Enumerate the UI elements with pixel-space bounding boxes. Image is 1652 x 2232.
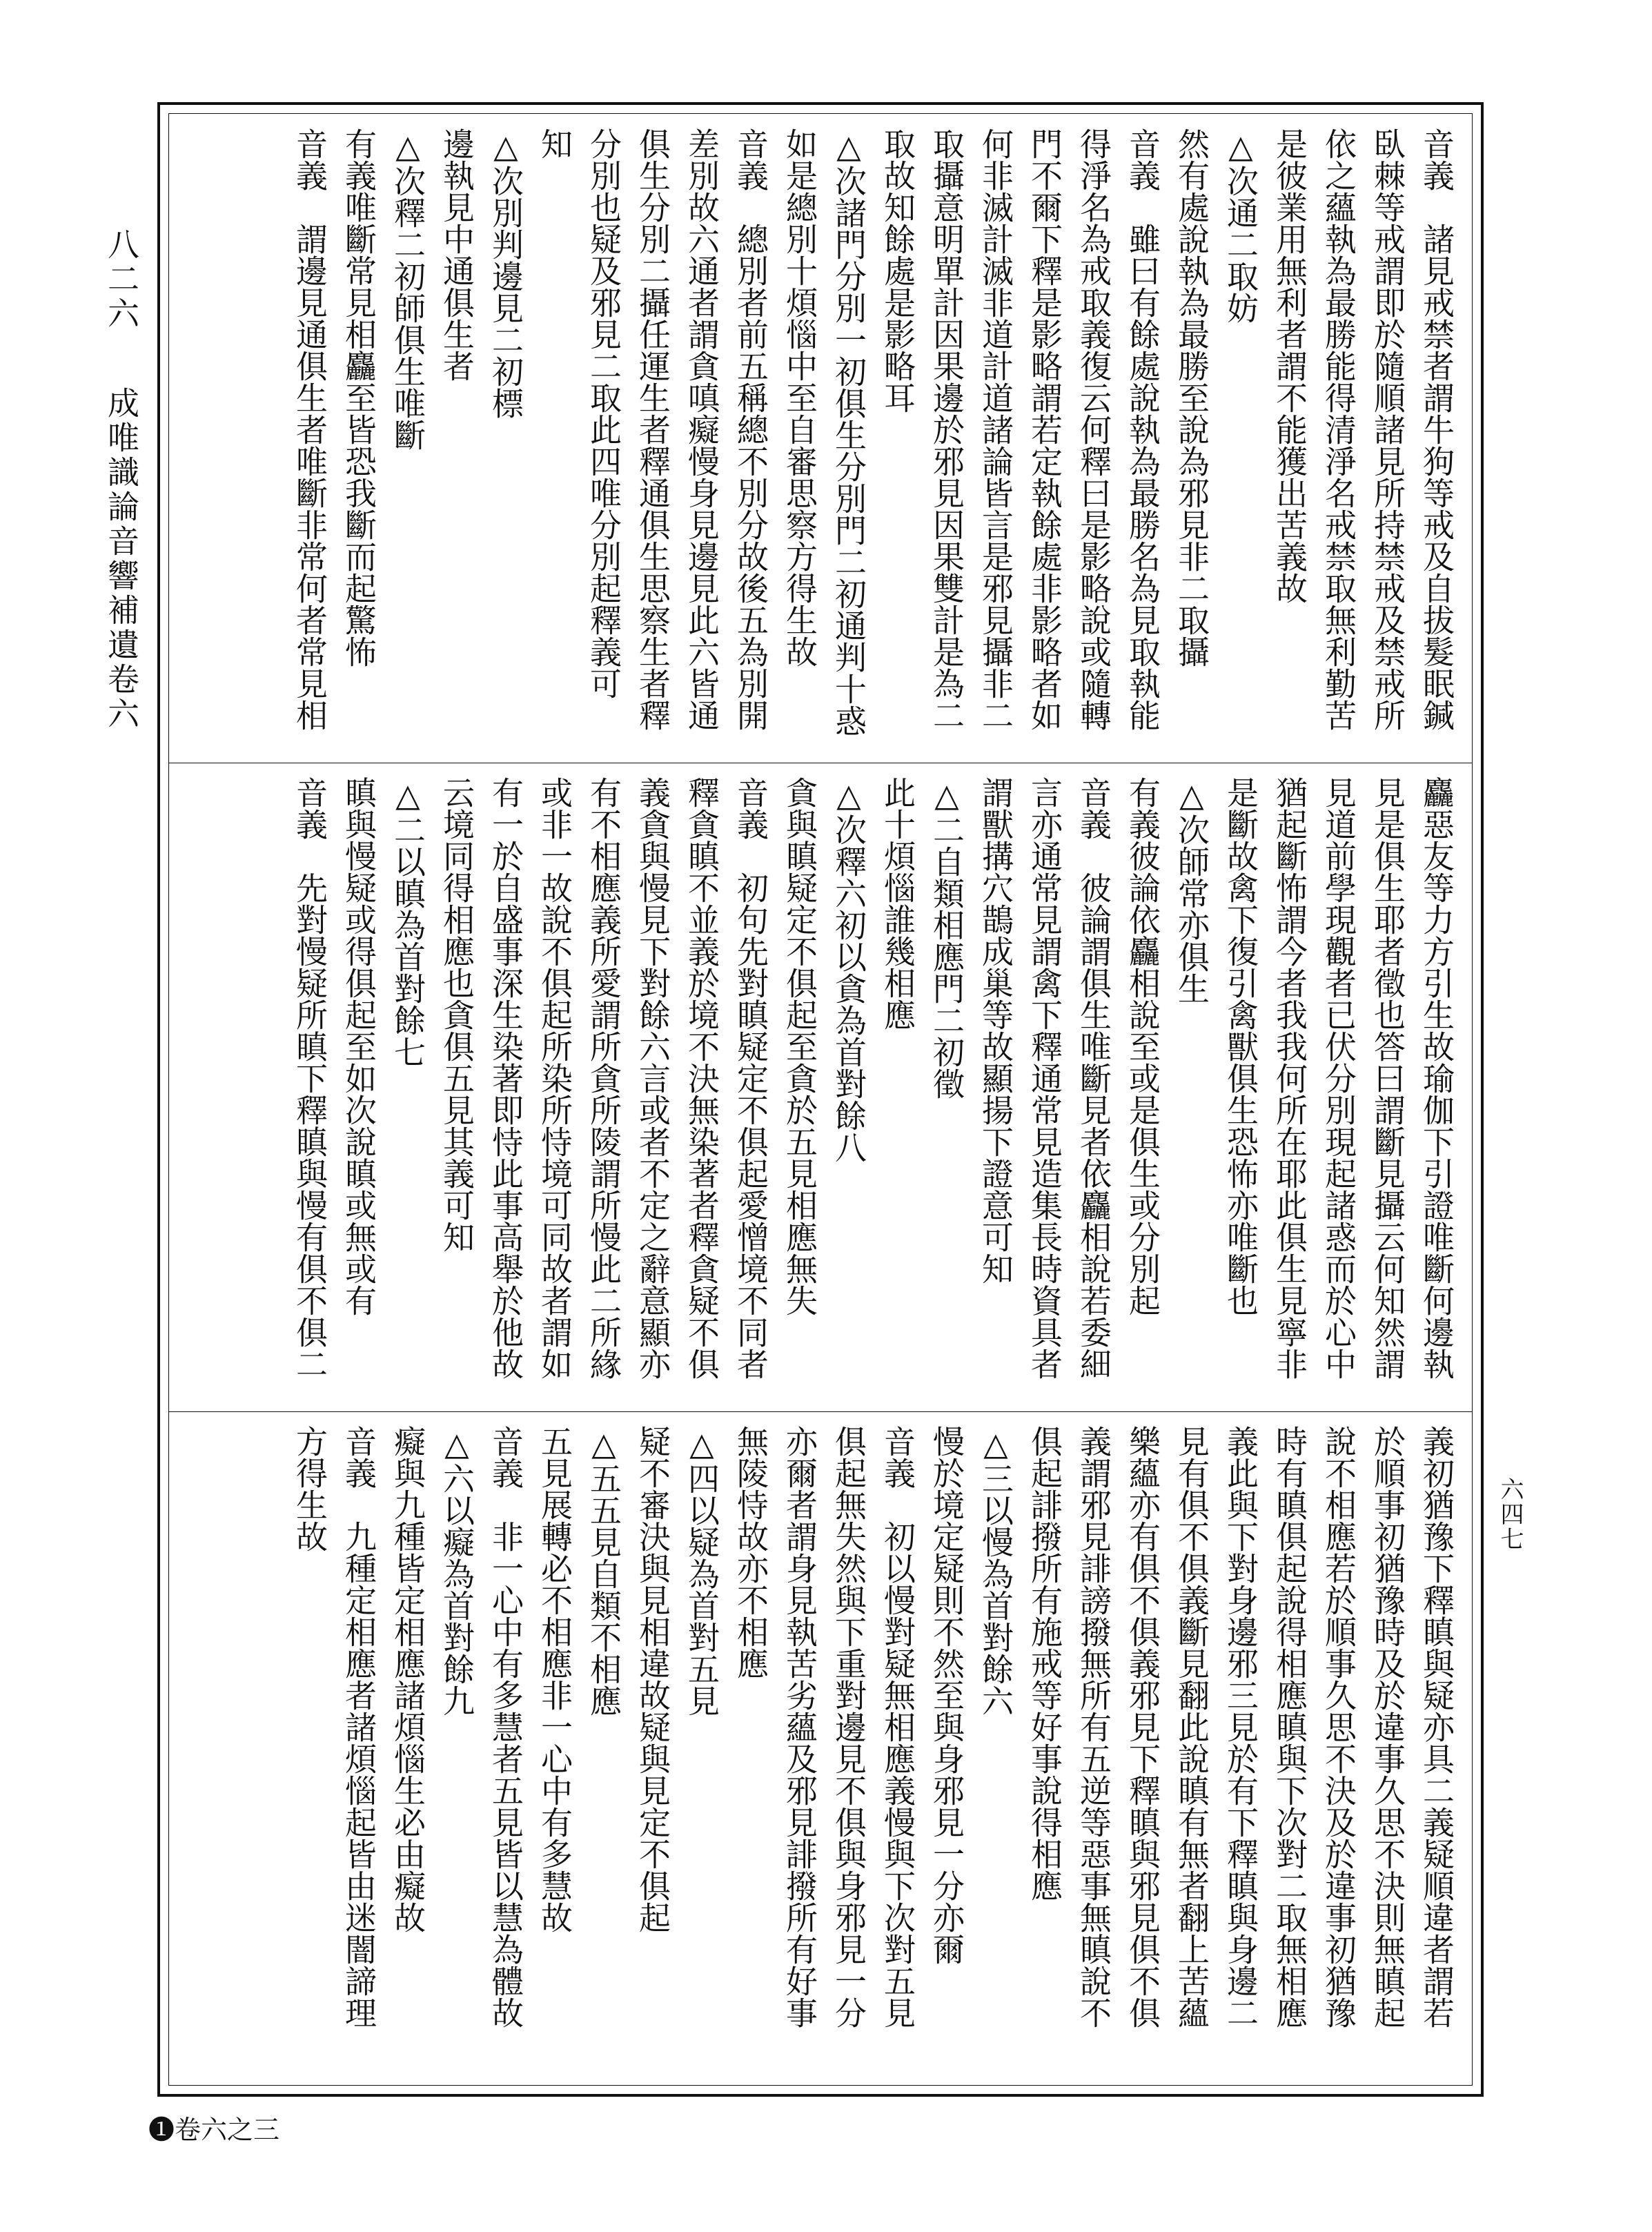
text-column: 言亦通常見謂禽下釋通常見造集長時資具者 [1026,776,1063,1380]
text-column: 得淨名為戒取義復云何釋曰是影略說或隨轉 [1075,128,1112,731]
text-column: 音義 謂邊見通俱生者唯斷非常何者常見相 [291,128,328,731]
text-column: △次別判邊見二初標 [487,128,524,419]
text-column: 見是俱生耶者徵也答曰謂斷見攝云何知然謂 [1369,776,1406,1380]
text-column: 何非滅計滅非道計道諸論皆言是邪見攝非二 [977,128,1014,731]
text-column: 俱生分別二攝任運生者釋通俱生思察生者釋 [634,128,671,731]
text-column: 如是總別十煩惱中至自審思察方得生故 [781,128,818,667]
text-column: 音義 諸見戒禁者謂牛狗等戒及自拔髮眠鍼 [1418,128,1455,731]
text-column: 音義 非一心中有多慧者五見皆以慧為體故 [487,1425,524,2028]
text-column: 音義 初句先對瞋疑定不俱起愛憎境不同者 [732,776,769,1380]
book-title: 成唯識論音響補遺卷六 [103,386,140,732]
text-column: 猶起斷怖謂今者我我何所在耶此俱生見寧非 [1271,776,1308,1380]
text-column: 臥棘等戒謂即於隨順諸見所持禁戒及禁戒所 [1369,128,1406,731]
text-column: 貪與瞋疑定不俱起至貪於五見相應無失 [781,776,818,1316]
text-column: 是彼業用無利者謂不能獲出苦義故 [1271,128,1308,604]
text-column: 無陵恃故亦不相應 [732,1425,769,1679]
text-column: △二自類相應門二初徵 [928,776,965,1099]
text-column: △五五見自類不相應 [585,1425,622,1716]
text-column: 說不相應若於順事久思不決及於違事初猶豫 [1320,1425,1357,2028]
text-column: 音義 先對慢疑所瞋下釋瞋與慢有俱不俱二 [291,776,328,1380]
text-column: 有義唯斷常見相麤至皆恐我斷而起驚怖 [340,128,377,667]
band-divider [169,1411,1472,1412]
text-column: 邊執見中通俱生者 [438,128,475,382]
text-column: 依之蘊執為最勝能得清淨名戒禁取無利勤苦 [1320,128,1357,731]
text-column: 知 [536,128,573,159]
footer-mark: ❶卷六之三 [148,2115,280,2145]
text-column: 義貪與慢見下對餘六言或者不定之辭意顯亦 [634,776,671,1380]
text-column: 音義 總別者前五稱總不別分故後五為別開 [732,128,769,731]
text-column: 慢於境定疑則不然至與身邪見一分亦爾 [928,1425,965,1965]
text-column: 差別故六通者謂貪嗔癡慢身見邊見此六皆通 [683,128,720,731]
text-column: 音義 初以慢對疑無相應義慢與下次對五見 [879,1425,916,2028]
text-column: 此十煩惱誰幾相應 [879,776,916,1030]
middle-text-band [180,776,1461,1398]
text-column: 俱起誹撥所有施戒等好事說得相應 [1026,1425,1063,1901]
text-column: 釋貪瞋不並義於境不決無染著者釋貪疑不俱 [683,776,720,1380]
text-column: 然有處說執為最勝至說為邪見非二取攝 [1173,128,1210,667]
text-column: 是斷故禽下復引禽獸俱生恐怖亦唯斷也 [1222,776,1259,1316]
text-column: 見道前學現觀者已伏分別現起諸惑而於心中 [1320,776,1357,1380]
text-column: 有一於自盛事深生染著即恃此事高舉於他故 [487,776,524,1380]
page-frame [157,102,1484,2097]
text-column: 義謂邪見誹謗撥無所有五逆等惡事無瞋說不 [1075,1425,1112,2028]
text-column: △四以疑為首對五見 [683,1425,720,1716]
text-column: 或非一故說不俱起所染所恃境可同故者謂如 [536,776,573,1380]
text-column: △二以瞋為首對餘七 [389,776,426,1068]
text-column: 音義 彼論謂俱生唯斷見者依麤相說若委細 [1075,776,1112,1380]
text-column: 疑不審決與見相違故疑與見定不俱起 [634,1425,671,1933]
text-column: 五見展轉必不相應非一心中有多慧故 [536,1425,573,1933]
text-column: 音義 九種定相應者諸煩惱起皆由迷闇諦理 [340,1425,377,2028]
text-column: 云境同得相應也貪俱五見其義可知 [438,776,475,1253]
volume-page-number: 八二六 [103,228,140,331]
text-column: 樂蘊亦有俱不俱義邪見下釋瞋與邪見俱不俱 [1124,1425,1161,2028]
text-column: 謂獸搆穴鵲成巢等故顯揚下證意可知 [977,776,1014,1284]
text-column: △次師常亦俱生 [1173,776,1210,1004]
text-column: 麤惡友等力方引生故瑜伽下引證唯斷何邊執 [1418,776,1455,1380]
text-column: 時有瞋俱起說得相應瞋與下次對二取無相應 [1271,1425,1308,2028]
upper-text-band [180,128,1461,749]
text-column: △三以慢為首對餘六 [977,1425,1014,1716]
text-column: △次通二取妨 [1222,128,1259,324]
text-column: 於順事初猶豫時及於違事久思不決則無瞋起 [1369,1425,1406,2028]
text-column: 有不相應義所愛謂所貪所陵謂所慢此二所緣 [585,776,622,1380]
text-column: 門不爾下釋是影略謂若定執餘處非影略者如 [1026,128,1063,731]
text-column: 俱起無失然與下重對邊見不俱與身邪見一分 [830,1425,867,2028]
text-column: 有義彼論依麤相說至或是俱生或分別起 [1124,776,1161,1316]
lower-text-band [180,1425,1461,2074]
text-column: 見有俱不俱義斷見翻此說瞋有無者翻上苦蘊 [1173,1425,1210,2028]
text-column: △六以癡為首對餘九 [438,1425,475,1716]
text-column: 分別也疑及邪見二取此四唯分別起釋義可 [585,128,622,699]
text-column: 取故知餘處是影略耳 [879,128,916,413]
text-column: △次諸門分別一初俱生分別門二初通判十惑 [830,128,867,736]
text-column: 瞋與慢疑或得俱起至如次說瞋或無或有 [340,776,377,1316]
text-column: 癡與九種皆定相應諸煩惱生必由癡故 [389,1425,426,1933]
text-area [168,113,1473,2086]
text-column: △次釋二初師俱生唯斷 [389,128,426,451]
text-column: 亦爾者謂身見執苦劣蘊及邪見誹撥所有好事 [781,1425,818,2028]
text-column: 義此與下對身邊邪三見於有下釋瞋與身邊二 [1222,1425,1259,2028]
text-column: 義初猶豫下釋瞋與疑亦具二義疑順違者謂若 [1418,1425,1455,2028]
page-number: 六四七 [1496,1477,1524,1551]
text-column: 取攝意明單計因果邊於邪見因果雙計是為二 [928,128,965,731]
text-column: △次釋六初以貪為首對餘八 [830,776,867,1163]
text-column: 方得生故 [291,1425,328,1552]
text-column: 音義 雖曰有餘處說執為最勝名為見取執能 [1124,128,1161,731]
